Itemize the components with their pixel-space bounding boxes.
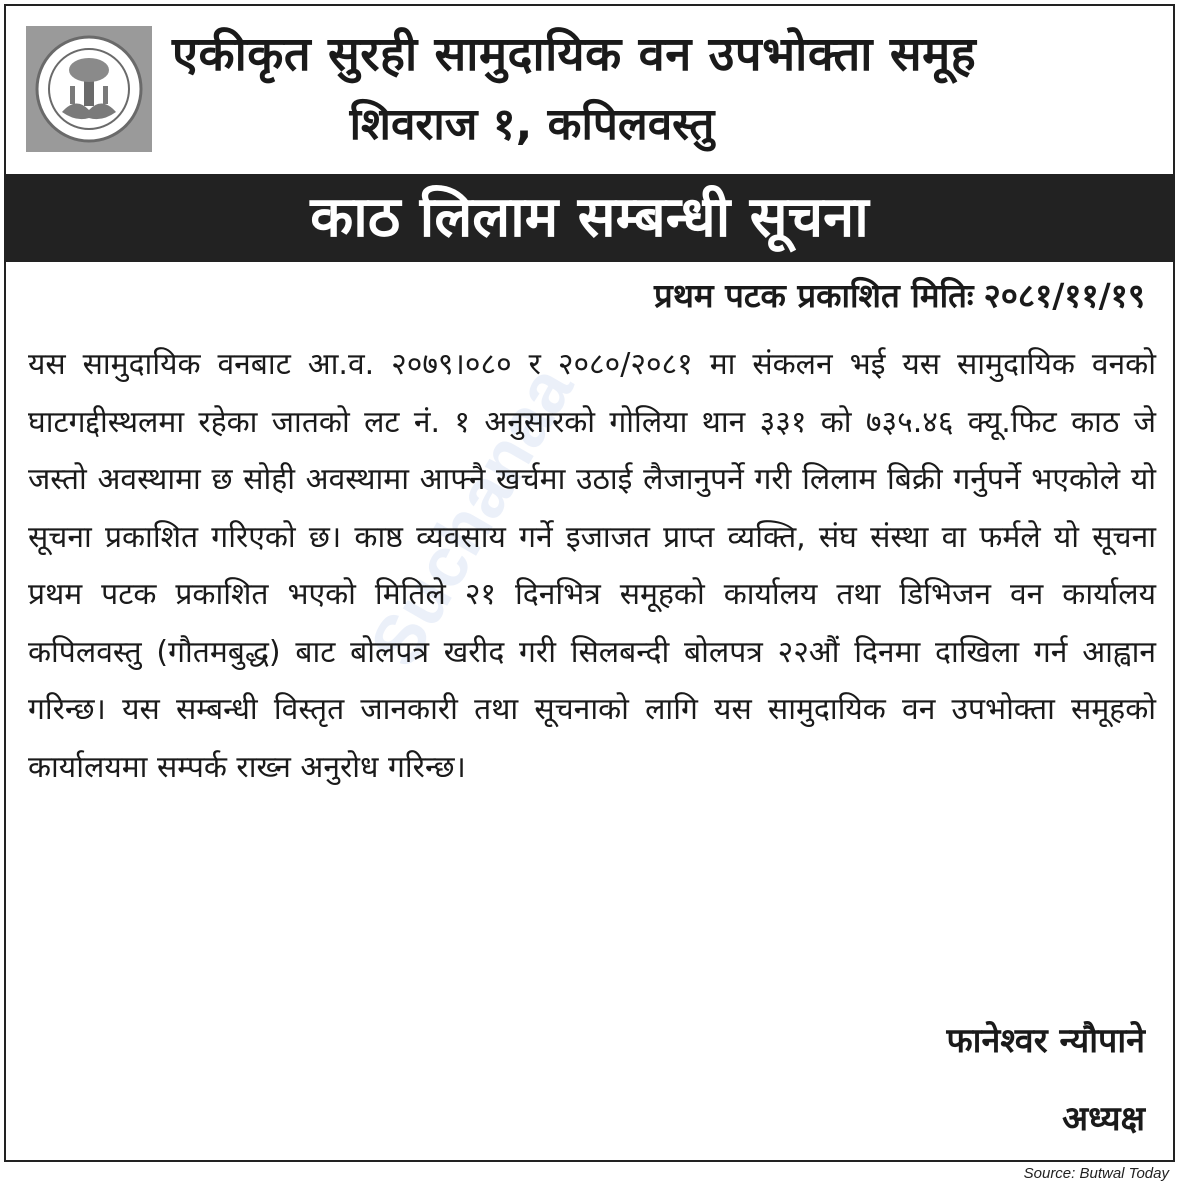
- signatory-name: फानेश्वर न्यौपाने: [946, 1021, 1145, 1061]
- notice-header: [6, 6, 1173, 172]
- notice-title-banner: काठ लिलाम सम्बन्धी सूचना: [6, 174, 1173, 262]
- publication-date-line: [644, 272, 1145, 317]
- notice-body-text: यस सामुदायिक वनबाट आ.व. २०७९।०८० र २०८०/२०८१ मा संकलन भई यस सामुदायिक वनको घाटगद्दीस्थलमा रहेका जातको लट नं. १ अनुसारको गोलिया थान ३३१ को ७३५.४६ क्यू.फिट काठ जे जस्तो अवस्थामा छ सोही अवस्थामा आफ्नै खर्चमा उठाई लैजानुपर्ने गरी लिलाम बिक्री गर्नुपर्ने भएकोले यो सूचना प्रकाशित गरिएको छ। काष्ठ व्यवसाय गर्ने इजाजत प्राप्त व्यक्ति, संघ संस्था वा फर्मले यो सूचना प्रथम पटक प्रकाशित भएको मितिले २१ दिनभित्र समूहको कार्यालय तथा डिभिजन वन कार्यालय कपिलवस्तु (गौतमबुद्ध) बाट बोलपत्र खरीद गरी सिलबन्दी बोलपत्र २२औं दिनमा दाखिला गर्न आह्वान गरिन्छ। यस सम्बन्धी विस्तृत जानकारी तथा सूचनाको लागि यस सामुदायिक वन उपभोक्ता समूहको कार्यालयमा सम्पर्क राख्न अनुरोध गरिन्छ।: [28, 347, 1156, 785]
- source-credit: Source: Butwal Today: [1023, 1165, 1169, 1182]
- organization-name: एकीकृत सुरही सामुदायिक वन उपभोक्ता समूह: [172, 27, 977, 82]
- watermark-text: Suchanaa: [354, 353, 588, 679]
- notice-document: [4, 4, 1175, 1162]
- organization-address: शिवराज १, कपिलवस्तु: [349, 99, 715, 150]
- publication-date-value: २०८१/११/१९: [983, 276, 1145, 315]
- publication-date-label: प्रथम पटक प्रकाशित मितिः: [654, 276, 974, 315]
- forest-user-group-logo-icon: [26, 26, 152, 152]
- signatory-title: अध्यक्ष: [1062, 1099, 1145, 1139]
